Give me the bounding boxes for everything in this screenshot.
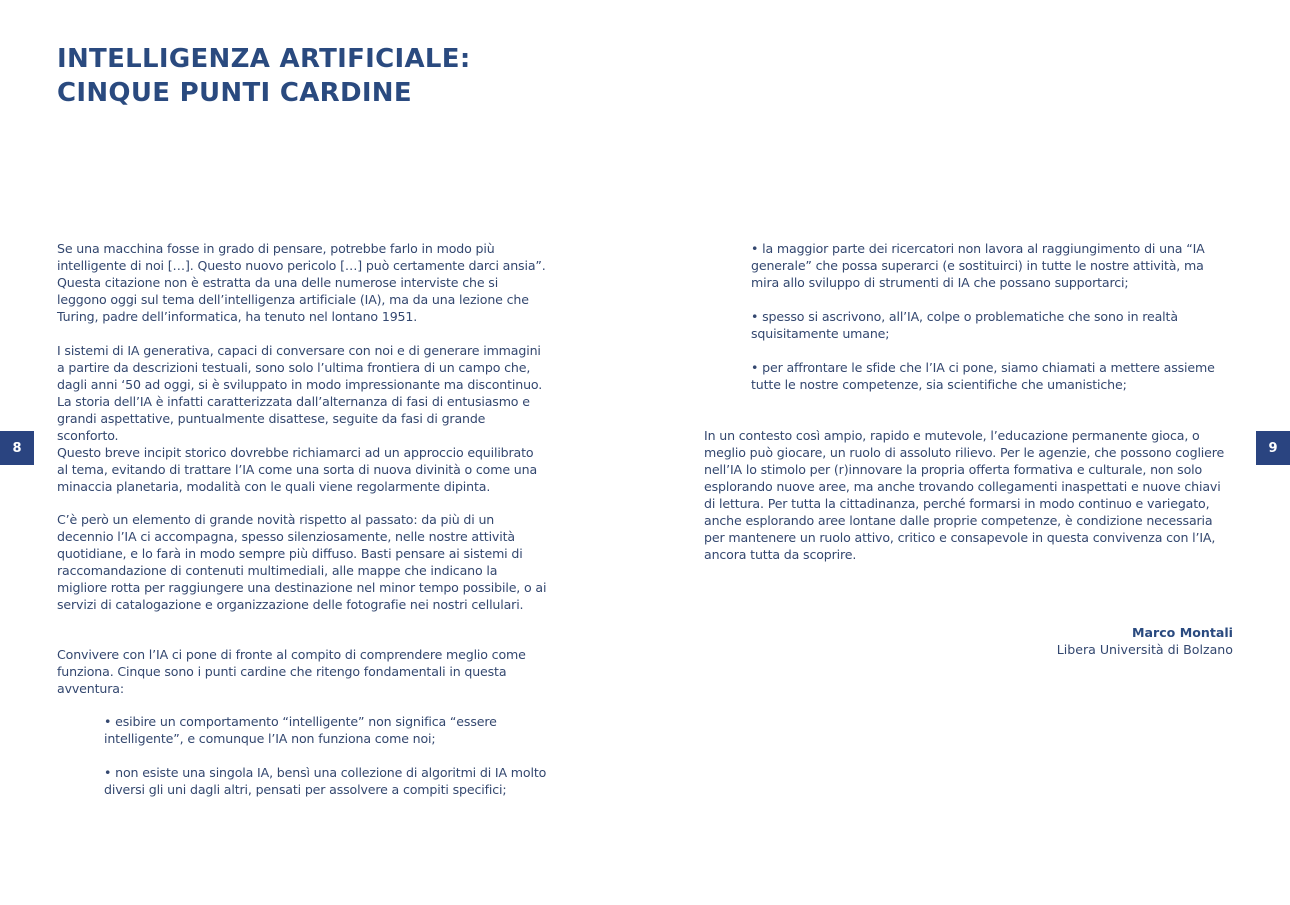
page-title: INTELLIGENZA ARTIFICIALE: CINQUE PUNTI CARDINE	[57, 44, 471, 108]
paragraph: Se una macchina fosse in grado di pensare, potrebbe farlo in modo più intelligente di noi […]. Questo nuovo pericolo […] può certamente darci ansia”. Questa citazione non è estratta da una delle numerose interviste che si leggono oggi sul tema dell’intelligenza artificiale (IA), ma da una lezione che Turing, padre dell’informatica, ha tenuto nel lontano 1951.	[57, 241, 546, 324]
bullet-item: • spesso si ascrivono, all’IA, colpe o problematiche che sono in realtà squisitamente umane;	[751, 309, 1178, 341]
paragraph: I sistemi di IA generativa, capaci di conversare con noi e di generare immagini a partire da descrizioni testuali, sono solo l’ultima frontiera di un campo che, dagli anni ‘50 ad oggi, si è sviluppato in modo impressionante ma discontinuo. La storia dell’IA è infatti caratterizzata dall’alternanza di fasi di entusiasmo e grandi aspettative, puntualmente disattese, seguite da fasi di grande sconforto.	[57, 343, 543, 443]
bullet-item: • non esiste una singola IA, bensì una collezione di algoritmi di IA molto diversi gli uni dagli altri, pensati per assolvere a compiti specifici;	[104, 765, 547, 797]
author-name: Marco Montali	[1131, 625, 1233, 640]
page-number-left: 8	[0, 431, 34, 465]
paragraph: Convivere con l’IA ci pone di fronte al compito di comprendere meglio come funziona. Cinque sono i punti cardine che ritengo fondamentali in questa avventura:	[57, 647, 526, 696]
paragraph: In un contesto così ampio, rapido e mutevole, l’educazione permanente gioca, o meglio può giocare, un ruolo di assoluto rilievo. Per le agenzie, che possono cogliere nell’IA lo stimolo per (r)innovare la propria offerta formativa e culturale, non solo esplorando nuove aree, ma anche trovando collegamenti inaspettati e nuove chiavi di lettura. Per tutta la cittadinanza, perché formarsi in modo continuo e variegato, anche esplorando aree lontane dalle proprie competenze, è condizione necessaria per mantenere un ruolo attivo, critico e consapevole in questa convivenza con l’IA, ancora tutta da scoprire.	[704, 428, 1225, 562]
signature	[1057, 624, 1233, 658]
bullet-item: • per affrontare le sfide che l’IA ci pone, siamo chiamati a mettere assieme tutte le nostre competenze, sia scientifiche che umanistiche;	[751, 360, 1215, 392]
author-affiliation: Libera Università di Bolzano	[1056, 642, 1233, 657]
bullet-item: • la maggior parte dei ricercatori non lavora al raggiungimento di una “IA generale” che possa superarci (e sostituirci) in tutte le nostre attività, ma mira allo sviluppo di strumenti di IA che possano supportarci;	[751, 241, 1205, 290]
paragraph: Questo breve incipit storico dovrebbe richiamarci ad un approccio equilibrato al tema, evitando di trattare l’IA come una sorta di nuova divinità o come una minaccia planetaria, modalità con le quali viene regolarmente dipinta.	[57, 445, 538, 494]
paragraph: C’è però un elemento di grande novità rispetto al passato: da più di un decennio l’IA ci accompagna, spesso silenziosamente, nelle nostre attività quotidiane, e lo farà in modo sempre più diffuso. Basti pensare ai sistemi di raccomandazione di contenuti multimediali, alle mappe che indicano la migliore rotta per raggiungere una destinazione nel minor tempo possibile, o ai servizi di catalogazione e organizzazione delle fotografie nei nostri cellulari.	[57, 512, 547, 612]
bullet-item: • esibire un comportamento “intelligente” non significa “essere intelligente”, e comunque l’IA non funziona come noi;	[104, 714, 497, 746]
page-number-right: 9	[1256, 431, 1290, 465]
